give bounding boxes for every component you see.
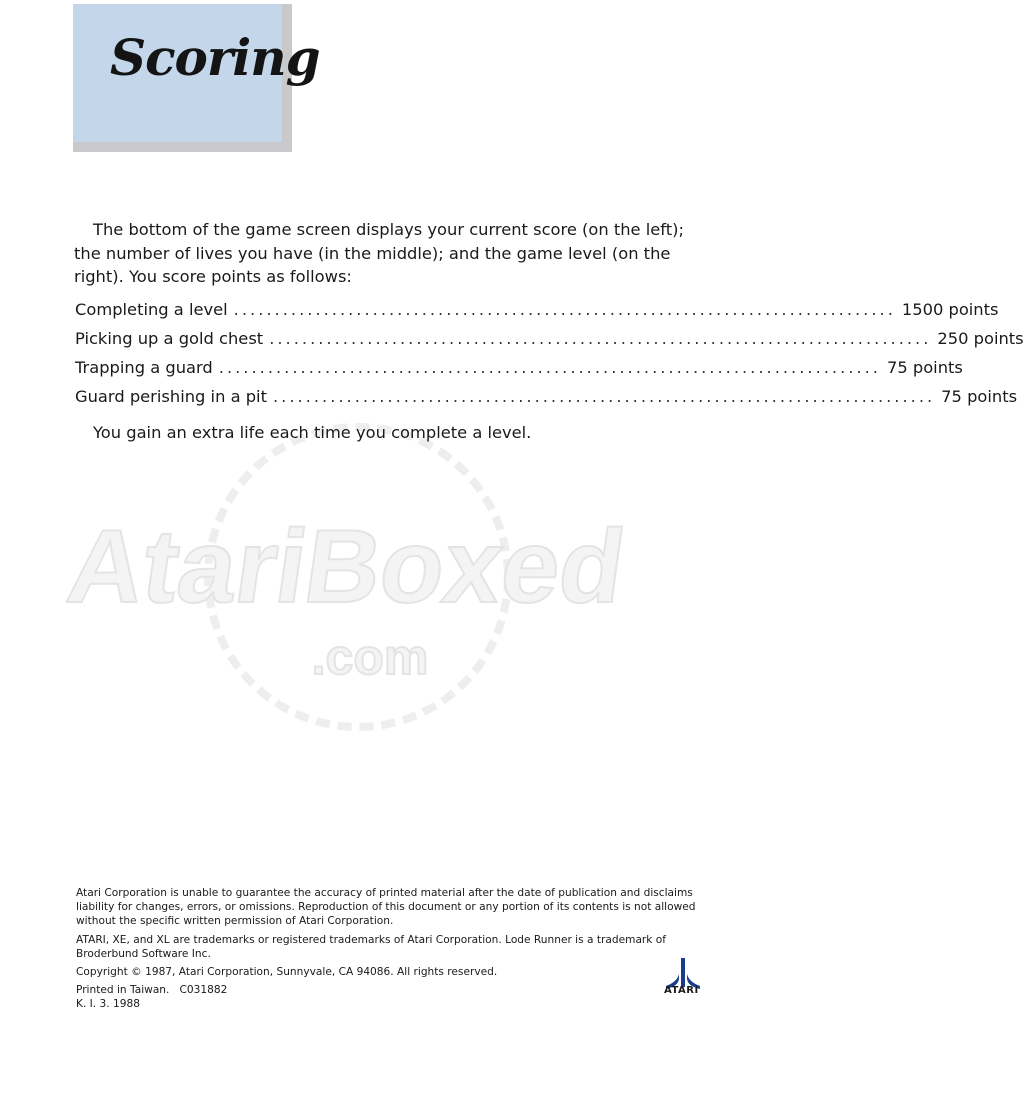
score-points: 75 points [886, 358, 963, 377]
watermark-sub-text: .com [311, 629, 429, 685]
legal-notice [76, 886, 706, 1012]
score-label: Completing a level [75, 300, 228, 319]
page-title: Scoring [110, 28, 320, 87]
watermark-main-text: AtariBoxed [60, 508, 632, 625]
score-list [75, 300, 1024, 416]
watermark [60, 412, 632, 742]
dot-leader: ................................................................................. [233, 300, 896, 319]
printed-text: Printed in Taiwan. C031882 [76, 984, 228, 997]
score-label: Picking up a gold chest [75, 329, 264, 348]
copyright-text: Copyright © 1987, Atari Corporation, Sunnyvale, CA 94086. All rights reserved. [76, 966, 498, 979]
score-label: Guard perishing in a pit [75, 387, 267, 406]
score-label: Trapping a guard [75, 358, 213, 377]
score-row [75, 387, 1018, 416]
dot-leader: ................................................................................. [272, 387, 936, 406]
extra-life-note: You gain an extra life each time you complete a level. [93, 423, 532, 442]
score-row [75, 300, 999, 329]
intro-paragraph: The bottom of the game screen displays your current score (on the left); the number of lives you have (in the middle); and the game level (on the right). You score points as follows: [74, 220, 684, 286]
trademark-text: ATARI, XE, and XL are trademarks or registered trademarks of Atari Corporation. Lode Runner is a trademark of Broderbund Software Inc. [76, 933, 666, 960]
score-points: 1500 points [901, 300, 999, 319]
atari-logo-text: ATARI [664, 985, 699, 996]
code-text: K. I. 3. 1988 [76, 998, 140, 1011]
dot-leader: ................................................................................. [269, 329, 932, 348]
disclaimer-text: Atari Corporation is unable to guarantee the accuracy of printed material after the date of publication and disclaims liability for changes, errors, or omissions. Reproduction of this document or any portion of its contents is not allowed without the specific written permission of Atari Corporation. [76, 887, 696, 928]
score-row [75, 329, 1024, 358]
dot-leader: ................................................................................. [218, 358, 881, 377]
score-points: 75 points [941, 387, 1018, 406]
score-row [75, 358, 963, 387]
score-points: 250 points [937, 329, 1024, 348]
